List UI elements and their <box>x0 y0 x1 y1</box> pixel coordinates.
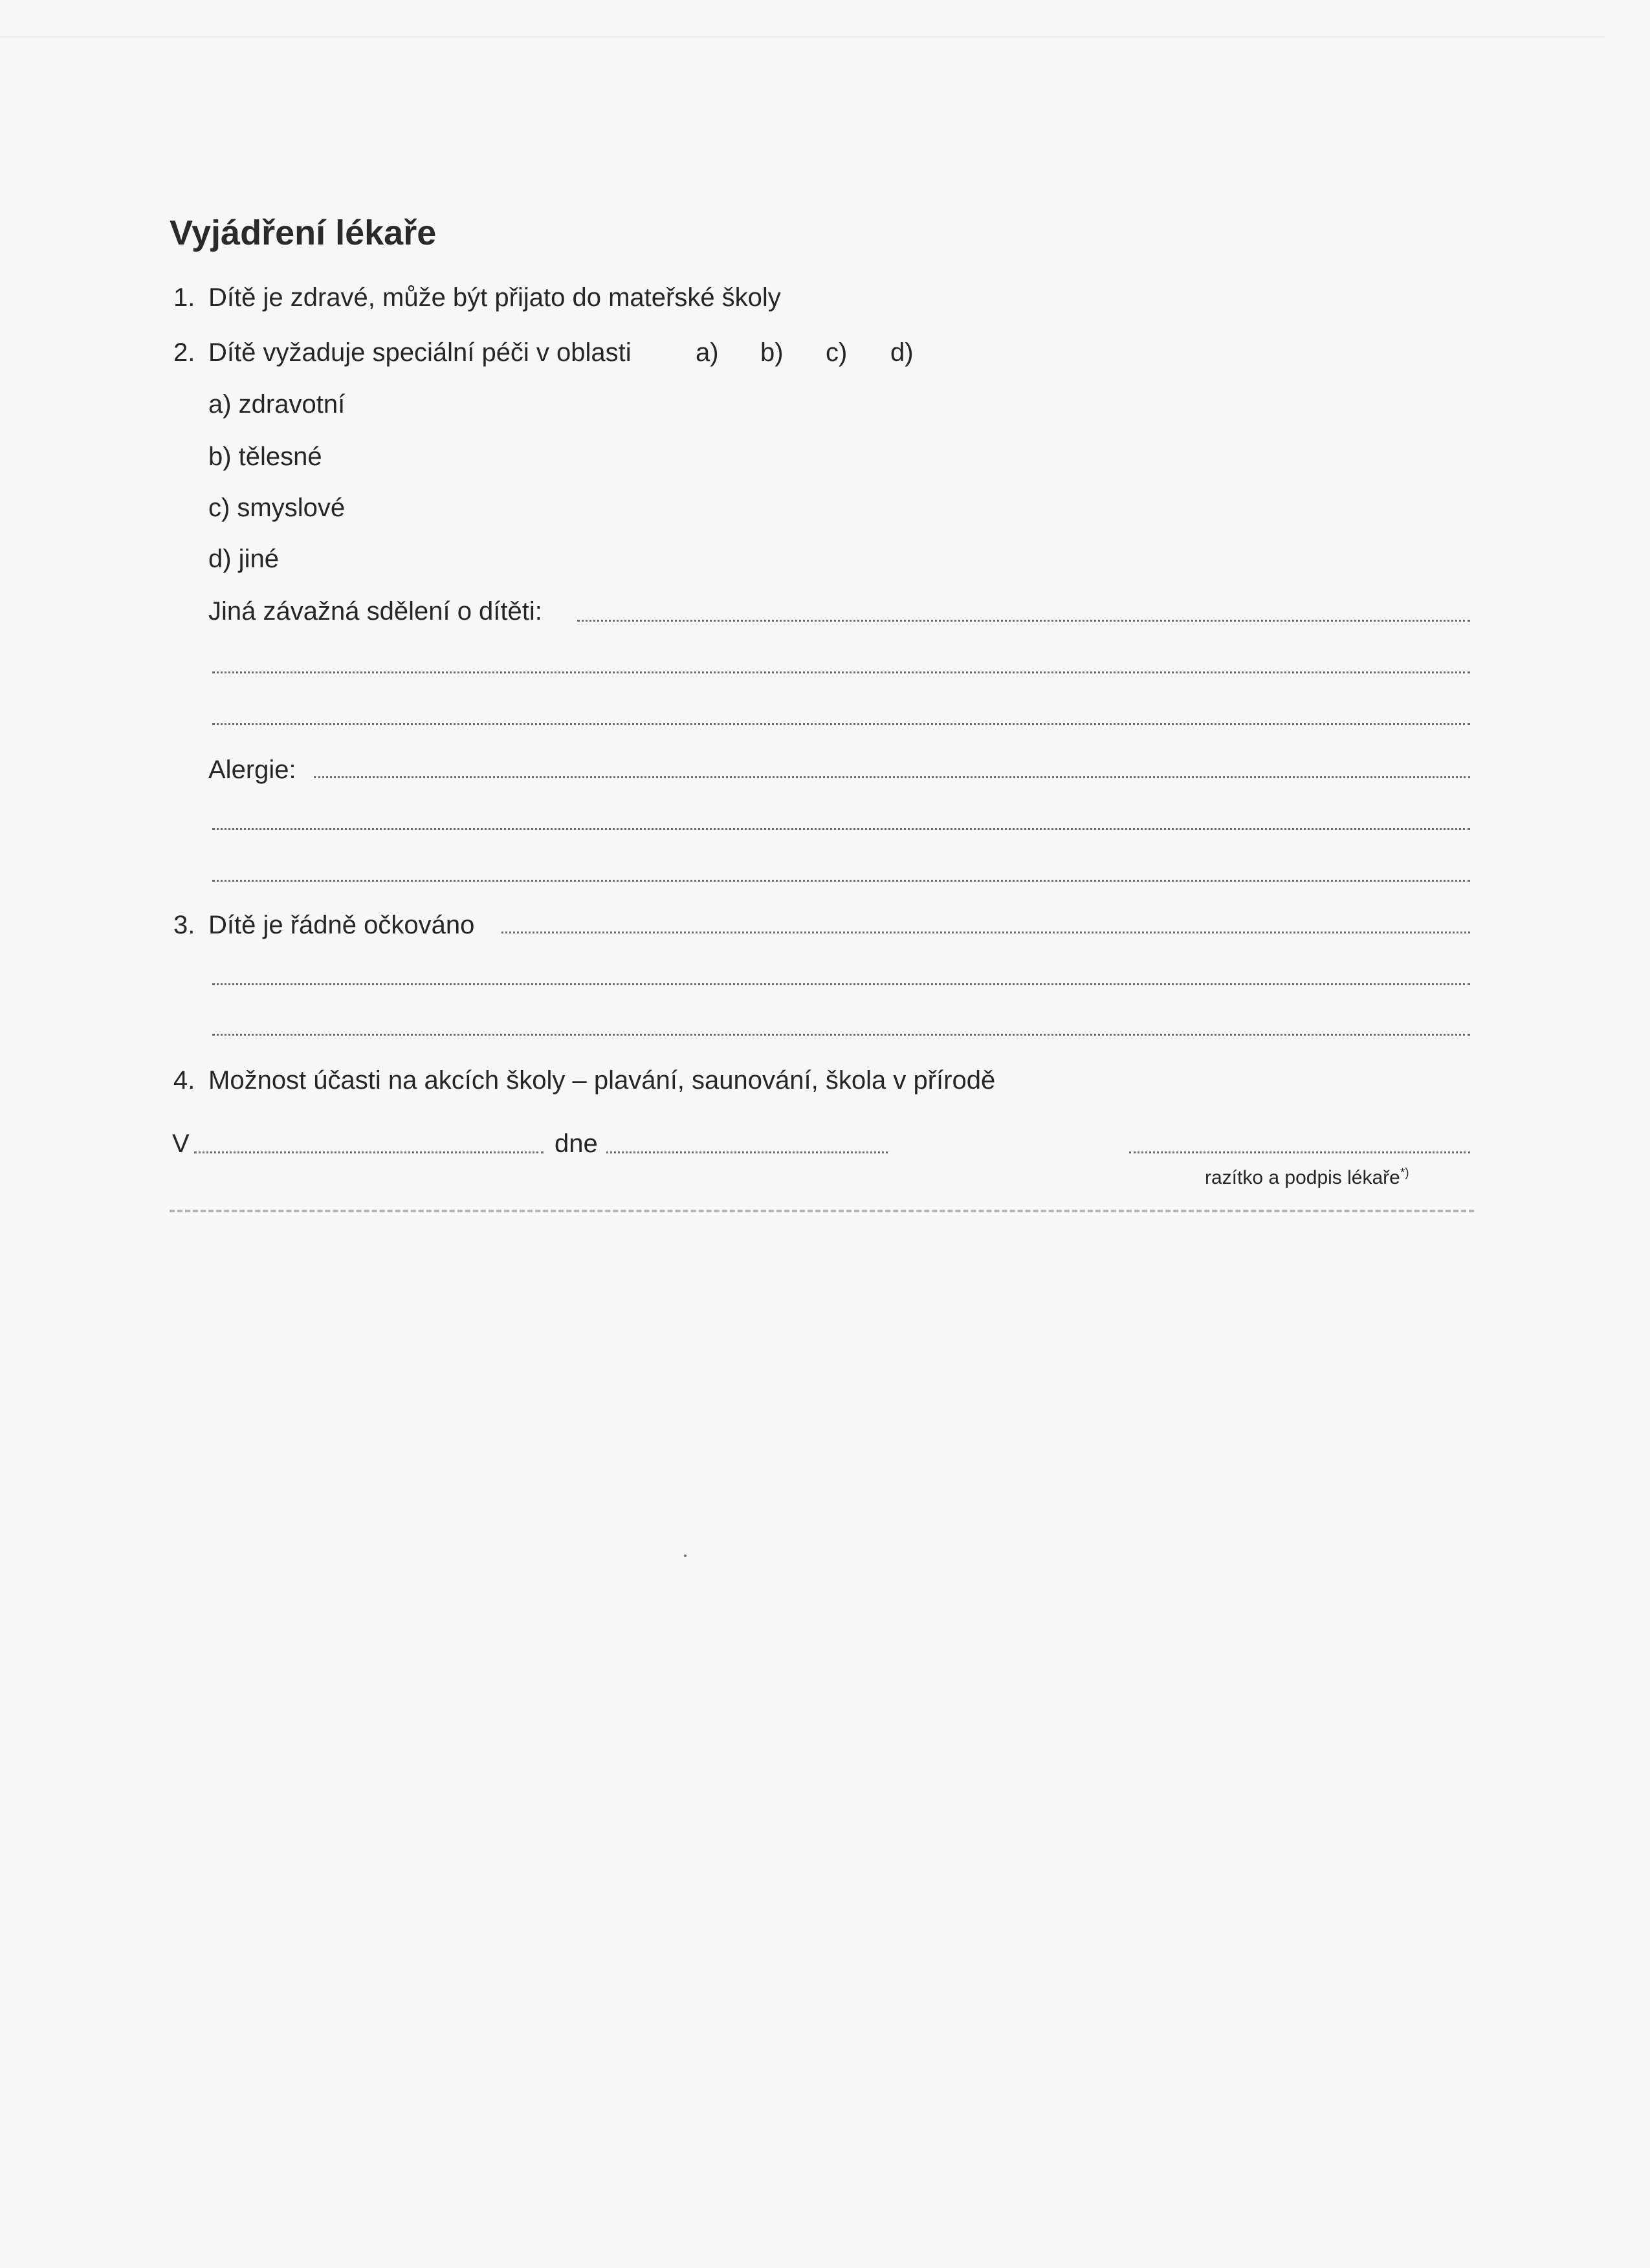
vaccination-field-line-1[interactable] <box>501 932 1470 933</box>
footnote-marker: *) <box>1400 1166 1409 1180</box>
stamp-label-text: razítko a podpis lékaře <box>1205 1167 1400 1188</box>
place-label: V <box>172 1129 190 1158</box>
other-info-field-line-2[interactable] <box>212 671 1470 673</box>
choice-b[interactable]: b) <box>760 338 784 367</box>
item-3-number: 3. <box>173 911 195 939</box>
option-d-label: d) jiné <box>208 545 279 573</box>
scan-speck <box>684 1554 687 1557</box>
item-4-number: 4. <box>173 1066 195 1095</box>
option-b-label: b) tělesné <box>208 442 322 471</box>
vaccination-field-line-2[interactable] <box>212 983 1470 985</box>
choice-c[interactable]: c) <box>826 338 848 367</box>
choice-d[interactable]: d) <box>890 338 914 367</box>
option-a-label: a) zdravotní <box>208 390 346 419</box>
date-field[interactable] <box>606 1151 888 1153</box>
item-4-text: Možnost účasti na akcích školy – plavání, saunování, škola v přírodě <box>208 1066 996 1095</box>
date-label: dne <box>555 1129 598 1158</box>
item-2-number: 2. <box>173 338 195 367</box>
option-c-label: c) smyslové <box>208 494 346 522</box>
signature-field[interactable] <box>1129 1151 1470 1153</box>
other-info-field-line-3[interactable] <box>212 723 1470 725</box>
section-divider <box>170 1210 1474 1212</box>
allergies-field-line-3[interactable] <box>212 880 1470 882</box>
allergies-field-line-2[interactable] <box>212 828 1470 830</box>
choice-a[interactable]: a) <box>696 338 719 367</box>
allergies-label: Alergie: <box>208 756 296 784</box>
place-field[interactable] <box>194 1151 544 1153</box>
item-1-number: 1. <box>173 283 195 312</box>
other-info-field-line-1[interactable] <box>577 620 1470 622</box>
form-title: Vyjádření lékaře <box>170 213 437 252</box>
page-top-edge <box>0 36 1605 38</box>
other-info-label: Jiná závažná sdělení o dítěti: <box>208 597 542 626</box>
allergies-field-line-1[interactable] <box>314 776 1470 778</box>
item-1-text: Dítě je zdravé, může být přijato do mateřské školy <box>208 283 781 312</box>
item-2-text: Dítě vyžaduje speciální péči v oblasti <box>208 338 632 367</box>
item-3-text: Dítě je řádně očkováno <box>208 911 475 939</box>
vaccination-field-line-3[interactable] <box>212 1034 1470 1036</box>
stamp-signature-caption <box>1205 1167 1409 1188</box>
